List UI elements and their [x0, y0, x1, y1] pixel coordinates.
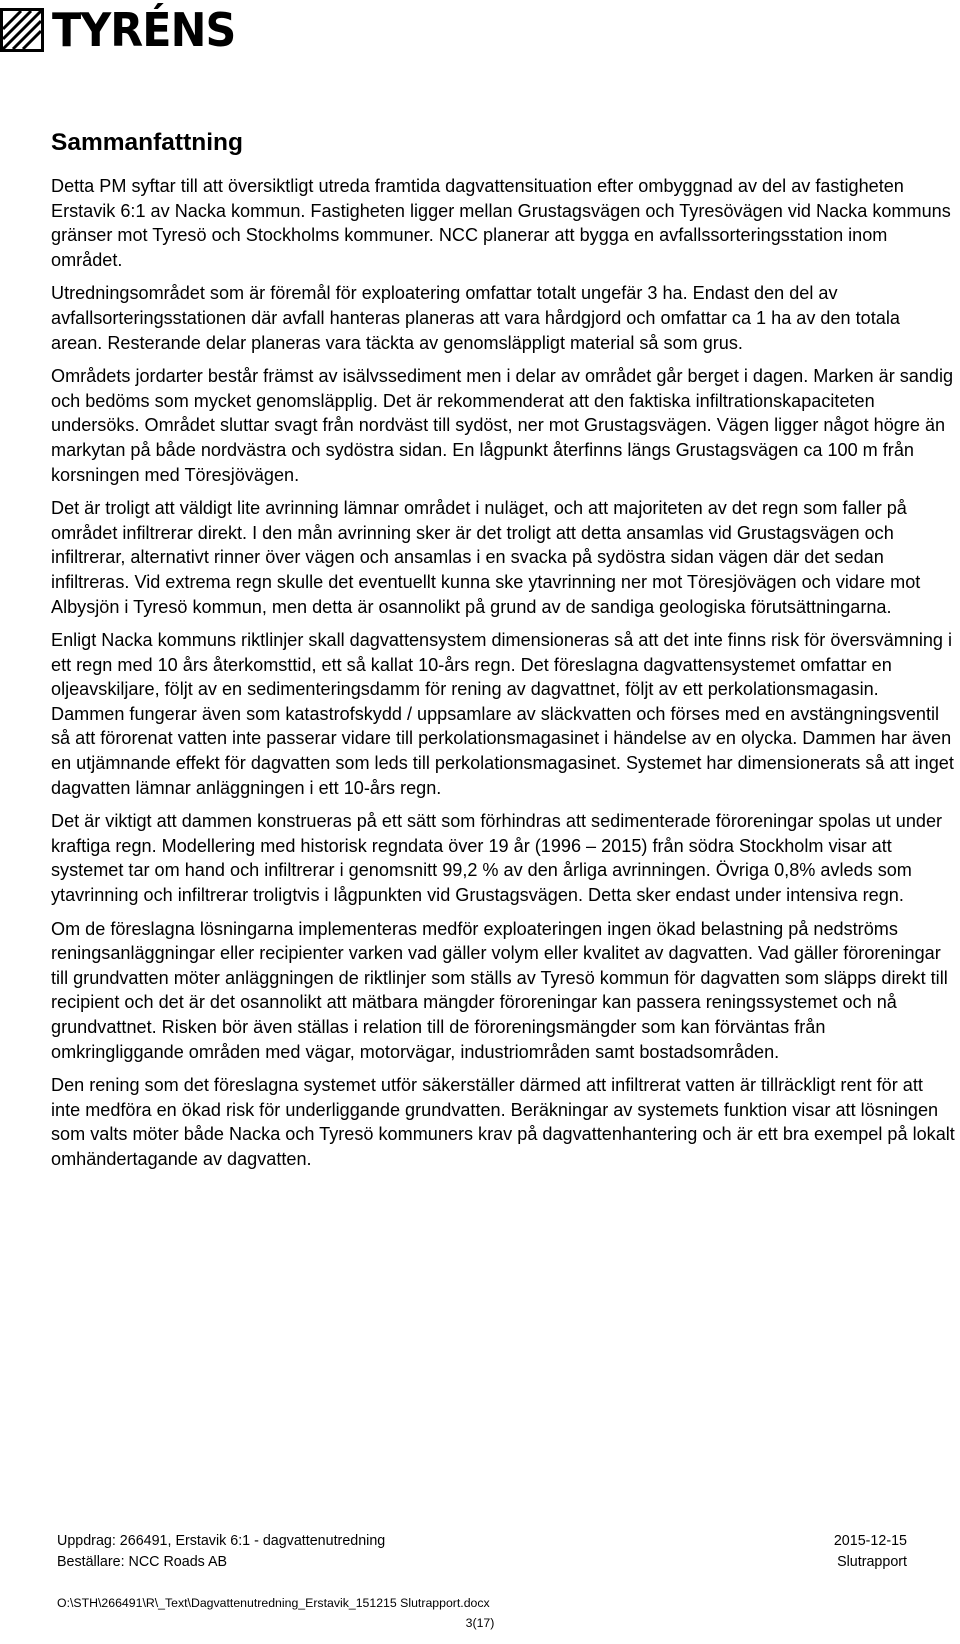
paragraph-runoff: Det är troligt att väldigt lite avrinning lämnar området i nuläget, och att majoriteten av det regn som faller på området infiltrerar direkt. I den mån avrinning sker är det troligt att detta ansamlas vid Grustagsvägen och infiltrerar, alternativt rinner över vägen och ansamlas i en svacka på sydöstra sidan vägen där det sedan infiltreras. Vid extrema regn skulle det eventuellt kunna ske ytavrinning ner mot Töresjövägen och vidare mot Albysjön i Tyresö kommun, men detta är osannolikt på grund av de sandiga geologiska förutsättningarna.	[51, 498, 921, 617]
paragraph-area: Utredningsområdet som är föremål för exploatering omfattar totalt ungefär 3 ha. Endast den del av avfallsorteringsstationen där avfall hanteras planeras att vara hårdgjord och omfattar ca 1 ha av den totala arean. Resterande delar planeras vara täckta av genomsläppligt material så som grus.	[51, 283, 900, 353]
paragraph-modelling: Det är viktigt att dammen konstrueras på ett sätt som förhindras att sedimenterade föroreningar spolas ut under kraftiga regn. Modellering med historisk regndata över 19 år (1996 – 2015) från södra Stockholm visar att systemet tar om hand och infiltrerar i genomsnitt 99,2 % av den årliga avrinningen. Övriga 0,8% avleds som ytavrinning och infiltrerar troligtvis i lågpunkten vid Grustagsvägen. Detta sker endast under intensiva regn.	[51, 811, 943, 906]
footer-report-type: Slutrapport	[837, 1554, 907, 1570]
paragraph-guidelines: Enligt Nacka kommuns riktlinjer skall dagvattensystem dimensioneras så att det inte finns risk för översvämning i ett regn med 10 års återkomsttid, ett så kallat 10-års regn. Det föreslagna dagvattensystemet omfattar en oljeavskiljare, följt av en sedimenteringsdamm för rening av dagvattnet, följt av ett perkolationsmagasin. Dammen fungerar även som katastrofskydd / uppsamlare av släckvatten och förses med en avstängningsventil så att förorenat vatten inte passerar vidare till perkolationsmagasinet i händelse av en olycka. Dammen har även en utjämnande effekt för dagvatten som leds till perkolationsmagasinet. Systemet har dimensionerats så att inget dagvatten lämnar anläggningen i ett 10-års regn.	[51, 630, 954, 798]
footer-file-path: O:\STH\266491\R\_Text\Dagvattenutredning_Erstavik_151215 Slutrapport.docx	[57, 1596, 490, 1610]
footer-client: Beställare: NCC Roads AB	[57, 1554, 228, 1570]
footer-assignment: Uppdrag: 266491, Erstavik 6:1 - dagvattenutredning	[57, 1533, 386, 1549]
company-logo	[0, 3, 249, 57]
brand-name: TYRÉNS	[52, 3, 236, 57]
footer-date: 2015-12-15	[833, 1533, 907, 1549]
page-number: 3(17)	[465, 1616, 495, 1630]
paragraph-soil: Områdets jordarter består främst av isälvssediment men i delar av området går berget i dagen. Marken är sandig och bedöms som mycket genomsläpplig. Det är rekommenderat att den faktiska infiltrationskapaciteten undersöks. Området sluttar svagt från nordväst till sydöst, ner mot Grustagsvägen. Vägen ligger något högre än markytan på både nordvästra och sydöstra sidan. En lågpunkt återfinns längs Grustagsvägen ca 100 m från korsningen med Töresjövägen.	[51, 366, 954, 485]
section-heading: Sammanfattning	[51, 129, 243, 156]
tyrens-logo-mark-icon	[0, 8, 44, 52]
document-body	[51, 128, 956, 1181]
paragraph-conclusion: Den rening som det föreslagna systemet utför säkerställer därmed att infiltrerat vatten är tillräckligt rent för att inte medföra en ökad risk för underliggande grundvatten. Beräkningar av systemets funktion visar att lösningen som valts möter både Nacka och Tyresö kommuners krav på dagvattenhantering och är ett bra exempel på lokalt omhändertagande av dagvatten.	[51, 1075, 955, 1169]
paragraph-purpose: Detta PM syftar till att översiktligt utreda framtida dagvattensituation efter ombyggnad av del av fastigheten Erstavik 6:1 av Nacka kommun. Fastigheten ligger mellan Grustagsvägen och Tyresövägen vid Nacka kommuns gränser mot Tyresö och Stockholms kommuner. NCC planerar att bygga en avfallssorteringsstation inom området.	[51, 176, 951, 270]
paragraph-pollutants: Om de föreslagna lösningarna implementeras medför exploateringen ingen ökad belastning på nedströms reningsanläggningar eller recipienter varken vad gäller volym eller kvalitet av dagvatten. Vad gäller föroreningar till grundvatten möter anläggningen de riktlinjer som ställs av Tyresö kommun för dagvatten som släpps direkt till recipient och det är det osannolikt att mätbara mängder föroreningar kan passera reningssystemet och nå grundvattnet. Risken bör även ställas i relation till de föroreningsmängder som kan förväntas från omkringliggande områden med vägar, motorvägar, industriområden samt bostadsområden.	[51, 918, 948, 1062]
